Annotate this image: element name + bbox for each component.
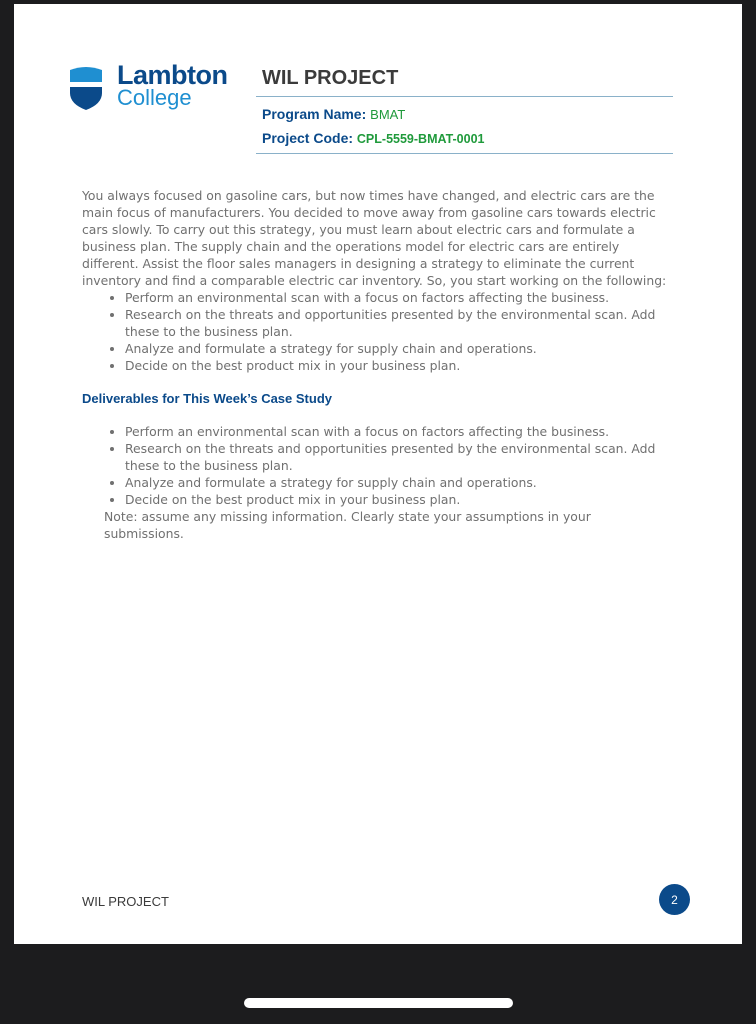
home-indicator-bar[interactable] (244, 998, 513, 1008)
intro-paragraph: You always focused on gasoline cars, but now times have changed, and electric cars are the main focus of manufacturers. You decided to move away from gasoline cars towards electric cars slowly. To carry out this strategy, you must learn about electric cars and formulate a business plan. The supply chain and the operations model for electric cars are entirely different. Assist the floor sales managers in designing a strategy to eliminate the current inventory and find a comparable electric car inventory. So, you start working on the following: (82, 188, 667, 288)
assumptions-note: Note: assume any missing information. Clearly state your assumptions in your submissions. (104, 509, 591, 541)
program-name-value: BMAT (370, 107, 406, 122)
document-title: WIL PROJECT (262, 67, 399, 89)
header-divider-bottom (256, 153, 673, 154)
list-item: • Analyze and formulate a strategy for supply chain and operations. (125, 474, 672, 491)
project-code-value: CPL-5559-BMAT-0001 (356, 132, 485, 146)
document-page (14, 4, 742, 944)
list-item: • Analyze and formulate a strategy for supply chain and operations. (125, 340, 672, 357)
project-code-label: Project Code: (262, 130, 354, 146)
shield-icon (68, 64, 104, 112)
list-item: • Perform an environmental scan with a focus on factors affecting the business. (125, 423, 672, 440)
list-item: • Perform an environmental scan with a focus on factors affecting the business. (125, 289, 672, 306)
logo-text-lambton: Lambton (117, 60, 228, 90)
list-item: • Research on the threats and opportunities presented by the environmental scan. Add these to the business plan. (125, 306, 672, 340)
program-name-label: Program Name: (262, 106, 367, 122)
logo-text-college: College (117, 85, 192, 110)
list-item: • Decide on the best product mix in your business plan. (125, 357, 672, 374)
header-divider-top (256, 96, 673, 97)
page-number-badge: 2 (659, 884, 690, 915)
lambton-college-logo (68, 62, 248, 116)
deliverables-list (82, 423, 672, 508)
program-name-row (262, 106, 405, 122)
project-code-row (262, 130, 485, 146)
list-item: • Research on the threats and opportunities presented by the environmental scan. Add these to the business plan. (125, 440, 672, 474)
list-item: • Decide on the best product mix in your business plan. (125, 491, 672, 508)
footer-title: WIL PROJECT (82, 894, 169, 909)
task-list (82, 289, 672, 374)
deliverables-heading: Deliverables for This Week’s Case Study (82, 391, 332, 406)
document-body (82, 187, 672, 542)
